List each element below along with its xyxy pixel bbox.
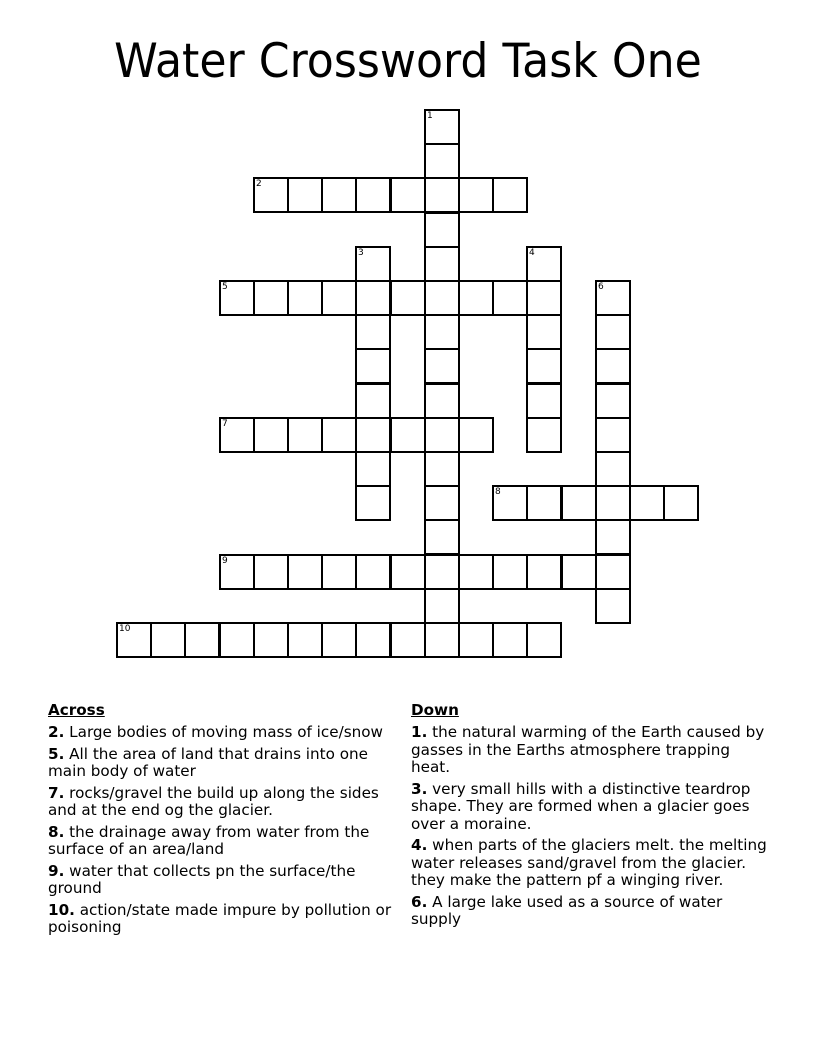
cell-number: 2 (256, 179, 262, 189)
crossword-cell[interactable] (526, 246, 562, 282)
clue-across-9 (48, 863, 393, 898)
crossword-cell[interactable] (116, 622, 152, 658)
crossword-cell[interactable] (287, 622, 323, 658)
clue-down-1 (411, 724, 771, 777)
crossword-cell[interactable] (595, 451, 631, 487)
crossword-cell[interactable] (492, 554, 528, 590)
crossword-cell[interactable] (321, 622, 357, 658)
crossword-cell[interactable] (492, 177, 528, 213)
crossword-cell[interactable] (424, 348, 460, 384)
crossword-cell[interactable] (355, 348, 391, 384)
crossword-cell[interactable] (219, 554, 255, 590)
crossword-cell[interactable] (458, 622, 494, 658)
crossword-cell[interactable] (253, 417, 289, 453)
crossword-cell[interactable] (492, 622, 528, 658)
clue-text: All the area of land that drains into one main body of water (48, 744, 368, 780)
clue-number: 2. (48, 723, 65, 741)
crossword-cell[interactable] (458, 417, 494, 453)
crossword-cell[interactable] (355, 314, 391, 350)
crossword-cell[interactable] (219, 280, 255, 316)
cell-number: 8 (495, 487, 501, 497)
down-clues (411, 700, 771, 933)
crossword-cell[interactable] (355, 280, 391, 316)
crossword-cell[interactable] (355, 246, 391, 282)
crossword-cell[interactable] (424, 177, 460, 213)
crossword-cell[interactable] (424, 109, 460, 145)
crossword-cell[interactable] (424, 554, 460, 590)
down-heading: Down (411, 701, 459, 719)
crossword-cell[interactable] (595, 417, 631, 453)
crossword-cell[interactable] (253, 554, 289, 590)
crossword-cell[interactable] (424, 314, 460, 350)
cell-number: 6 (598, 282, 604, 292)
clue-number: 3. (411, 779, 428, 798)
clue-number: 4. (411, 836, 428, 854)
crossword-cell[interactable] (595, 280, 631, 316)
crossword-cell[interactable] (595, 588, 631, 624)
crossword-cell[interactable] (150, 622, 186, 658)
crossword-cell[interactable] (184, 622, 220, 658)
crossword-cell[interactable] (424, 519, 460, 555)
crossword-cell[interactable] (253, 280, 289, 316)
cell-number: 7 (222, 419, 228, 429)
crossword-cell[interactable] (526, 280, 562, 316)
clue-across-5 (48, 746, 393, 781)
crossword-cell[interactable] (663, 485, 699, 521)
crossword-cell[interactable] (390, 280, 426, 316)
crossword-cell[interactable] (595, 348, 631, 384)
crossword-cell[interactable] (424, 280, 460, 316)
clue-text: the drainage away from water from the surface of an area/land (48, 822, 370, 858)
cell-number: 5 (222, 282, 228, 292)
crossword-cell[interactable] (526, 314, 562, 350)
crossword-cell[interactable] (253, 177, 289, 213)
crossword-cell[interactable] (355, 417, 391, 453)
crossword-cell[interactable] (287, 554, 323, 590)
clue-number: 10. (48, 900, 75, 919)
crossword-cell[interactable] (390, 417, 426, 453)
crossword-cell[interactable] (424, 246, 460, 282)
cell-number: 9 (222, 556, 228, 566)
clue-text: very small hills with a distinctive teardrop shape. They are formed when a glacier goes over a moraine. (411, 779, 751, 833)
crossword-cell[interactable] (561, 485, 597, 521)
crossword-cell[interactable] (424, 383, 460, 419)
page-title: Water Crossword Task One (114, 34, 702, 89)
clue-text: action/state made impure by pollution or poisoning (48, 900, 392, 936)
crossword-cell[interactable] (355, 622, 391, 658)
crossword-cell[interactable] (424, 212, 460, 248)
across-clues (48, 700, 393, 941)
clue-number: 9. (48, 861, 65, 880)
crossword-cell[interactable] (492, 485, 528, 521)
crossword-cell[interactable] (526, 554, 562, 590)
crossword-cell[interactable] (287, 177, 323, 213)
crossword-cell[interactable] (355, 485, 391, 521)
crossword-cell[interactable] (526, 417, 562, 453)
crossword-cell[interactable] (595, 314, 631, 350)
clue-across-10 (48, 902, 393, 937)
crossword-cell[interactable] (321, 177, 357, 213)
crossword-cell[interactable] (321, 280, 357, 316)
clue-text: A large lake used as a source of water supply (411, 892, 723, 928)
clue-across-8 (48, 824, 393, 859)
crossword-cell[interactable] (595, 485, 631, 521)
crossword-cell[interactable] (424, 485, 460, 521)
crossword-cell[interactable] (355, 554, 391, 590)
clue-number: 8. (48, 822, 65, 841)
crossword-cell[interactable] (390, 177, 426, 213)
crossword-cell[interactable] (424, 451, 460, 487)
clue-text: Large bodies of moving mass of ice/snow (69, 723, 383, 741)
crossword-cell[interactable] (492, 280, 528, 316)
crossword-cell[interactable] (219, 417, 255, 453)
crossword-cell[interactable] (355, 177, 391, 213)
clue-across-2 (48, 724, 393, 742)
clue-text: rocks/gravel the build up along the sides and at the end og the glacier. (48, 783, 379, 819)
clue-text: when parts of the glaciers melt. the melting water releases sand/gravel from the glacier. they make the pattern pf a winging river. (411, 836, 767, 889)
crossword-cell[interactable] (424, 417, 460, 453)
crossword-cell[interactable] (526, 348, 562, 384)
crossword-cell[interactable] (595, 383, 631, 419)
crossword-cell[interactable] (424, 622, 460, 658)
crossword-cell[interactable] (458, 177, 494, 213)
clue-down-3 (411, 781, 771, 834)
crossword-cell[interactable] (287, 280, 323, 316)
crossword-cell[interactable] (219, 622, 255, 658)
clue-text: water that collects pn the surface/the ground (48, 861, 356, 897)
cell-number: 1 (427, 111, 433, 121)
crossword-cell[interactable] (355, 383, 391, 419)
crossword-cell[interactable] (253, 622, 289, 658)
crossword-cell[interactable] (629, 485, 665, 521)
crossword-cell[interactable] (355, 451, 391, 487)
crossword-cell[interactable] (526, 383, 562, 419)
across-heading: Across (48, 701, 105, 719)
crossword-cell[interactable] (321, 554, 357, 590)
crossword-cell[interactable] (561, 554, 597, 590)
crossword-cell[interactable] (390, 554, 426, 590)
crossword-cell[interactable] (424, 588, 460, 624)
cell-number: 4 (529, 248, 535, 258)
crossword-cell[interactable] (595, 519, 631, 555)
clue-across-7 (48, 785, 393, 820)
crossword-cell[interactable] (424, 143, 460, 179)
clue-down-4 (411, 837, 771, 890)
clue-text: the natural warming of the Earth caused by gasses in the Earths atmosphere trapping heat. (411, 723, 765, 776)
cell-number: 10 (119, 624, 131, 634)
cell-number: 3 (358, 248, 364, 258)
crossword-cell[interactable] (287, 417, 323, 453)
crossword-cell[interactable] (458, 280, 494, 316)
clue-number: 7. (48, 783, 65, 802)
clue-number: 6. (411, 892, 428, 911)
clue-number: 1. (411, 723, 428, 741)
clue-down-6 (411, 894, 771, 929)
crossword-cell[interactable] (526, 622, 562, 658)
clue-number: 5. (48, 744, 65, 763)
crossword-cell[interactable] (526, 485, 562, 521)
crossword-cell[interactable] (595, 554, 631, 590)
crossword-cell[interactable] (458, 554, 494, 590)
crossword-cell[interactable] (390, 622, 426, 658)
crossword-cell[interactable] (321, 417, 357, 453)
